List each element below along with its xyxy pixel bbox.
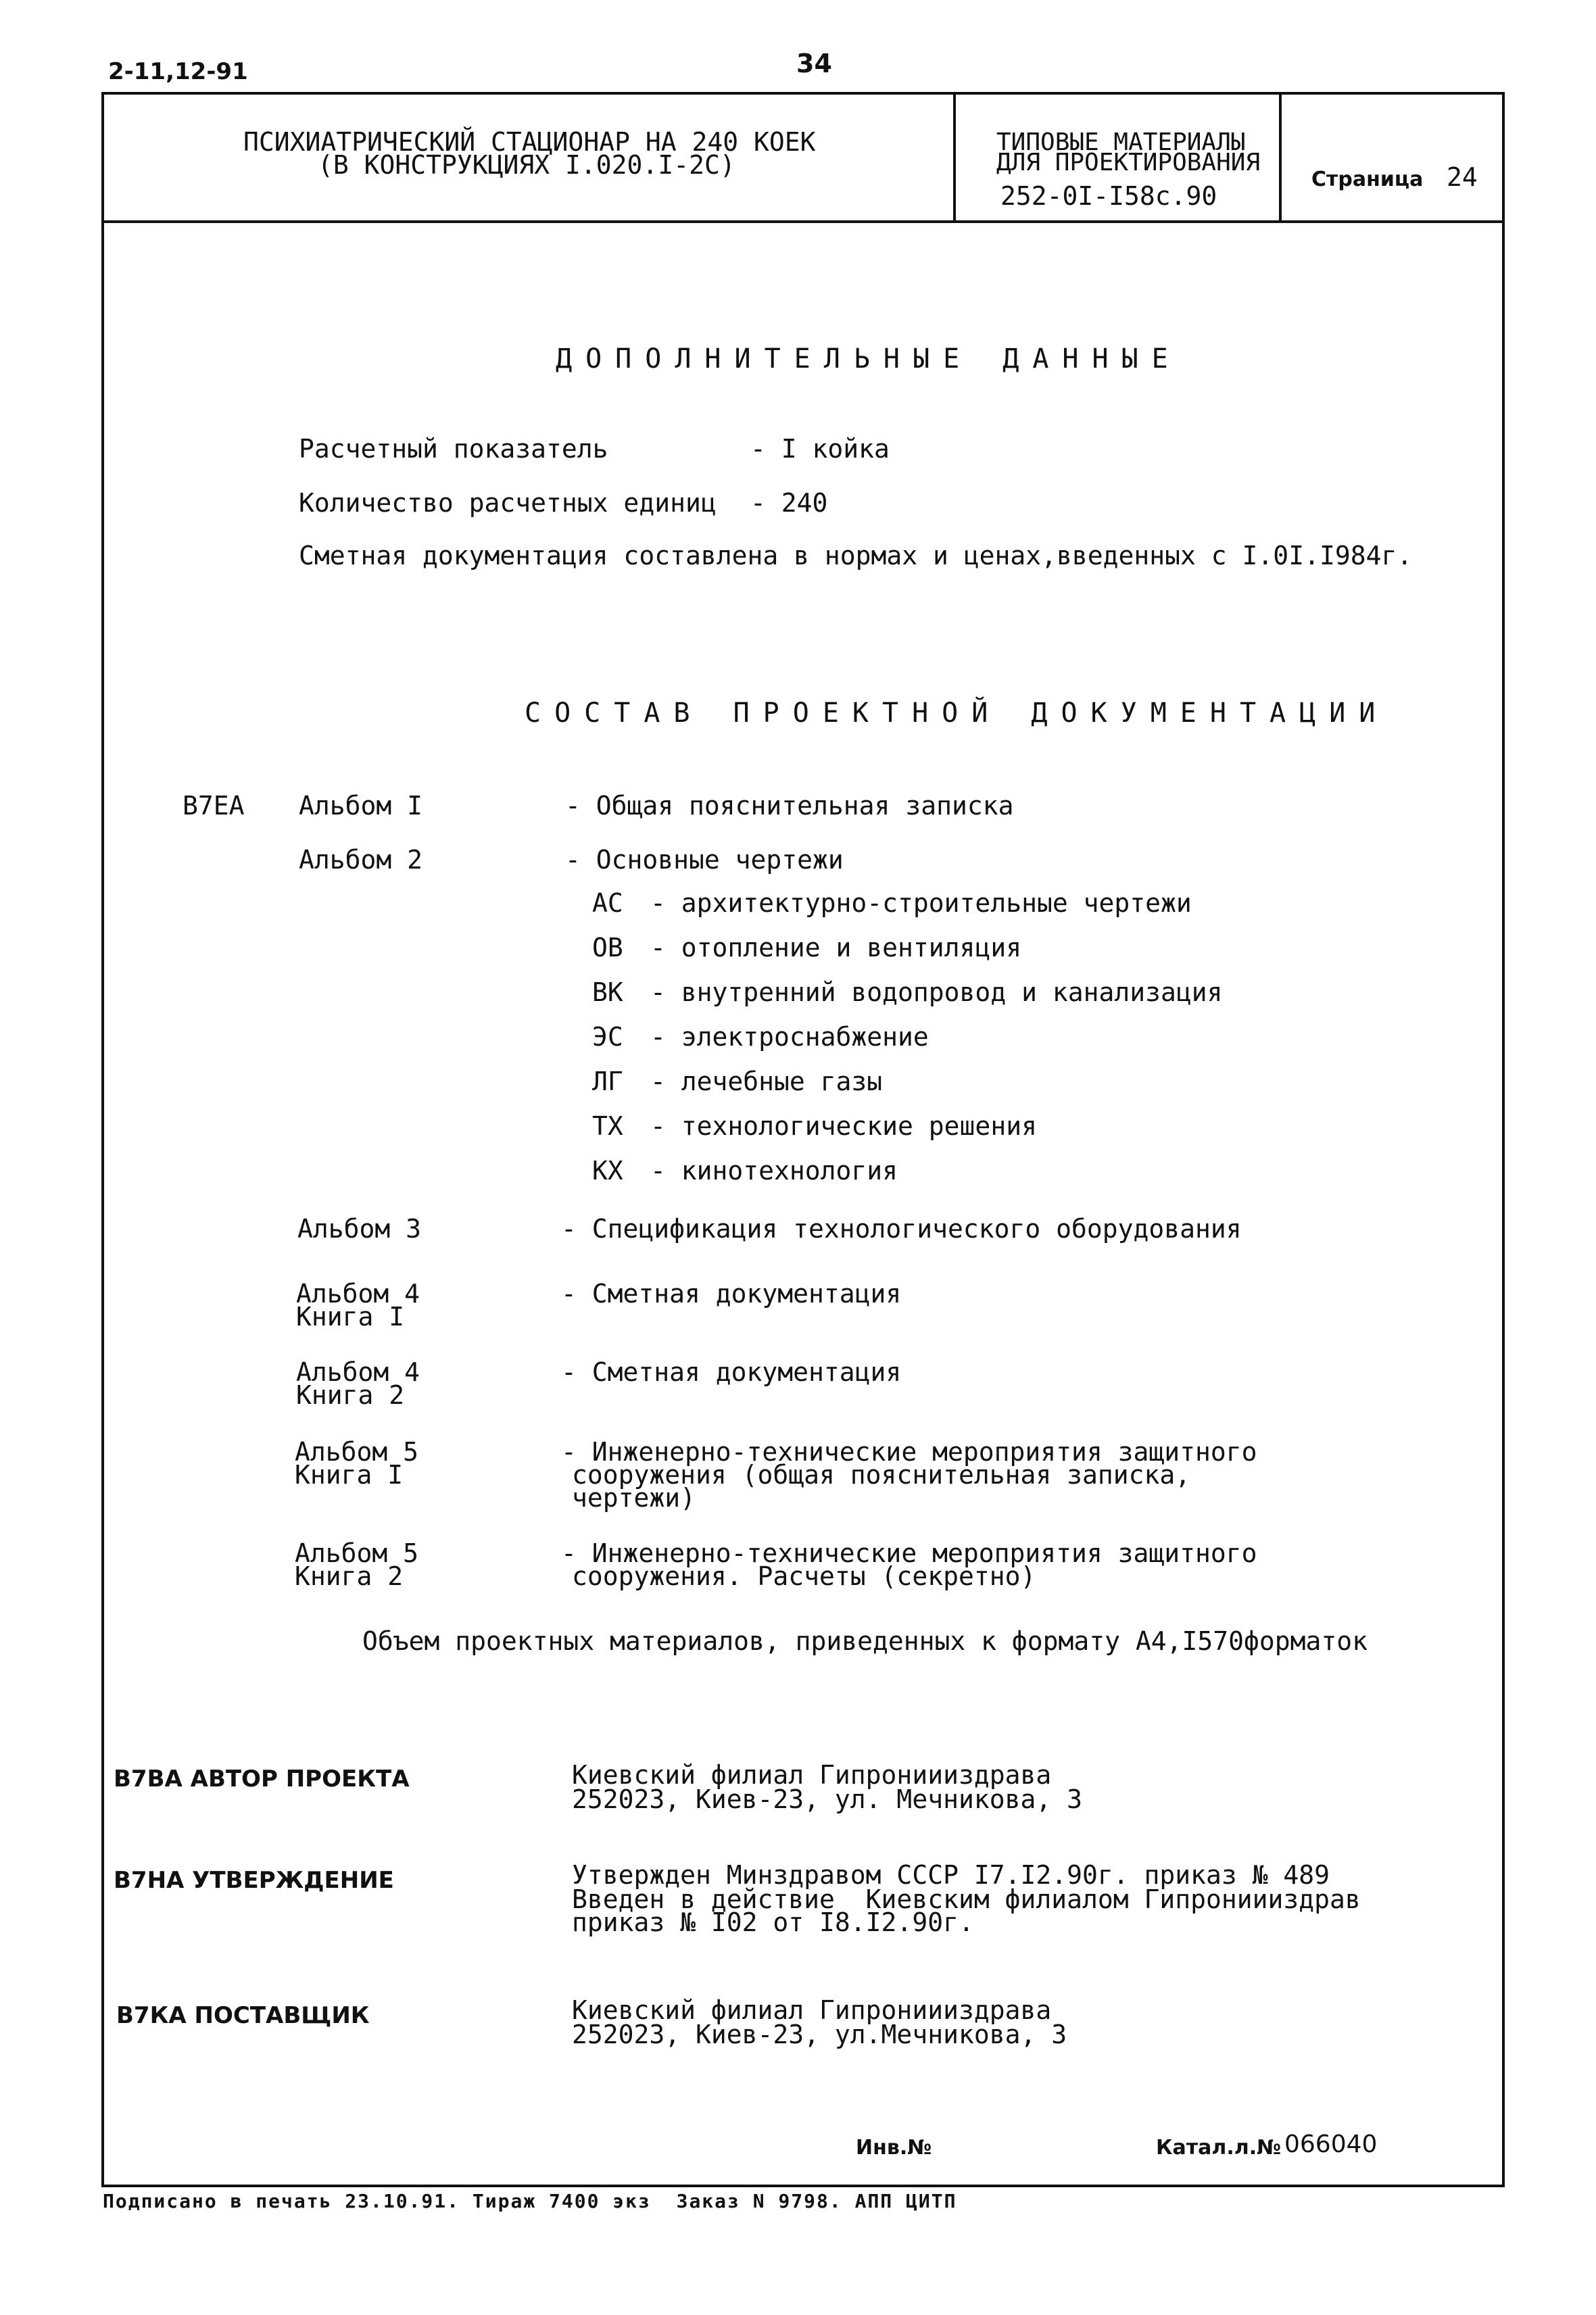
header-title-line2: (В КОНСТРУКЦИЯХ I.020.I-2С) [318,150,735,180]
album1-desc: - Общая пояснительная записка [565,791,1014,821]
album5b-book: Книга 2 [295,1561,404,1591]
supplier-line1: Киевский филиал Гипрониииздрава [572,1995,1052,2025]
album4a-name: Альбом 4 [296,1279,420,1309]
section-desc: - отопление и вентиляция [650,933,1022,962]
album5b-desc-line2: сооружения. Расчеты (секретно) [572,1561,1036,1591]
album4a-desc: - Сметная документация [561,1279,902,1309]
author-line2: 252023, Киев-23, ул. Мечникова, 3 [572,1784,1082,1814]
header-title-line1: ПСИХИАТРИЧЕСКИЙ СТАЦИОНАР НА 240 КОЕК [243,127,816,157]
page-number: 34 [796,49,832,78]
approval-line3: приказ № I02 от I8.I2.90г. [572,1907,974,1937]
header-divider-1 [953,92,956,222]
album5b-desc-line1: - Инженерно-технические мероприятия защитного [561,1538,1257,1568]
composition-heading: СОСТАВ ПРОЕКТНОЙ ДОКУМЕНТАЦИИ [525,698,1389,729]
album4b-desc: - Сметная документация [561,1357,902,1387]
section-desc: - кинотехнология [650,1156,898,1186]
section-code: ВК [592,977,623,1007]
album5a-book: Книга I [295,1460,404,1490]
section-code: ОВ [592,933,623,962]
header-divider-2 [1279,92,1282,222]
album5a-desc-line2: сооружения (общая пояснительная записка, [572,1460,1191,1490]
header-materials-line1: ТИПОВЫЕ МАТЕРИАЛЫ [996,128,1246,156]
section-code: АС [592,888,623,918]
print-imprint: Подписано в печать 23.10.91. Тираж 7400 экз Заказ N 9798. АПП ЦИТП [103,2190,957,2212]
album3-name: Альбом 3 [297,1214,422,1244]
calc-indicator-label: Расчетный показатель [299,434,608,464]
calc-units-label: Количество расчетных единиц [299,488,717,518]
author-line1: Киевский филиал Гипрониииздрава [572,1760,1052,1790]
header-page-label: Страница [1311,168,1424,191]
album4b-book: Книга 2 [296,1380,405,1410]
section-code: ТХ [592,1111,623,1141]
calc-units-value: - 240 [750,488,828,518]
album5a-desc-line1: - Инженерно-технические мероприятия защитного [561,1437,1257,1467]
album2-name: Альбом 2 [299,845,423,875]
album5b-name: Альбом 5 [295,1538,419,1568]
catalog-value: 066040 [1284,2130,1378,2158]
volume-note: Объем проектных материалов, приведенных к формату А4,I570форматок [362,1626,1368,1656]
section-code: КХ [592,1156,623,1186]
catalog-label: Катал.л.№ [1156,2136,1282,2160]
calc-indicator-value: - I койка [750,434,890,464]
album1-name: Альбом I [299,791,423,821]
header-divider [101,220,1505,223]
author-label: В7ВА АВТОР ПРОЕКТА [114,1765,410,1793]
album4a-book: Книга I [296,1302,405,1332]
album3-desc: - Спецификация технологического оборудования [561,1214,1242,1244]
section-desc: - лечебные газы [650,1067,883,1096]
header-materials-line2: ДЛЯ ПРОЕКТИРОВАНИЯ [996,149,1261,176]
additional-data-heading: ДОПОЛНИТЕЛЬНЫЕ ДАННЫЕ [556,343,1182,374]
approval-label: В7НА УТВЕРЖДЕНИЕ [114,1867,394,1894]
section-desc: - внутренний водопровод и канализация [650,977,1223,1007]
section-desc: - технологические решения [650,1111,1037,1141]
document-code: 2-11,12-91 [108,58,248,85]
section-desc: - архитектурно-строительные чертежи [650,888,1192,918]
header-page-value: 24 [1447,162,1478,192]
supplier-line2: 252023, Киев-23, ул.Мечникова, 3 [572,2020,1067,2049]
section-code: ЛГ [592,1067,623,1096]
header-project-code: 252-0I-I58с.90 [1000,181,1217,211]
inventory-label: Инв.№ [856,2136,932,2160]
composition-code: В7ЕА [183,791,245,821]
album4b-name: Альбом 4 [296,1357,420,1387]
album2-desc: - Основные чертежи [565,845,844,875]
approval-line2: Введен в действие Киевским филиалом Гипрониииздрав [572,1884,1361,1914]
album5a-name: Альбом 5 [295,1437,419,1467]
approval-line1: Утвержден Минздравом СССР I7.I2.90г. приказ № 489 [572,1860,1330,1890]
supplier-label: В7КА ПОСТАВЩИК [116,2002,370,2029]
section-desc: - электроснабжение [650,1022,929,1052]
estimate-note: Сметная документация составлена в нормах и ценах,введенных с I.0I.I984г. [299,541,1413,570]
section-code: ЭС [592,1022,623,1052]
album5a-desc-line3: чертежи) [572,1483,696,1513]
